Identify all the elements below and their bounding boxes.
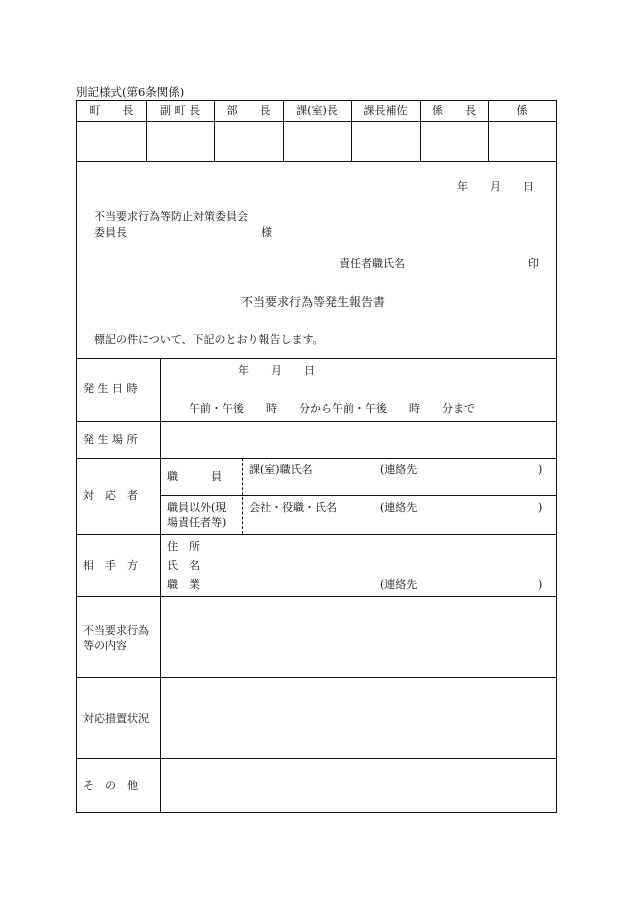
counterpart-address[interactable]: 住 所 xyxy=(167,540,200,553)
approval-stamp-table xyxy=(76,100,557,162)
report-intro: 標記の件について、下記のとおり報告します。 xyxy=(94,333,324,346)
honorific: 様 xyxy=(261,226,272,239)
staff-contact[interactable]: (連絡先 xyxy=(380,463,418,476)
approval-header-section-chief: 課(室)長 xyxy=(296,104,338,117)
row-divider xyxy=(77,358,556,359)
addressee-organization: 不当要求行為等防止対策委員会 xyxy=(94,210,248,223)
row-divider xyxy=(77,534,556,535)
content-label-line2: 等の内容 xyxy=(83,639,127,652)
approval-header-mayor: 町 長 xyxy=(89,104,134,117)
content-label-line1: 不当要求行為 xyxy=(83,624,149,637)
report-form xyxy=(76,162,557,813)
other-field[interactable] xyxy=(161,759,556,812)
row-divider xyxy=(77,458,556,459)
place-label: 発 生 場 所 xyxy=(83,433,138,446)
stamp-box-assistant-chief[interactable] xyxy=(352,122,420,162)
counterpart-label: 相 手 方 xyxy=(83,559,138,572)
stamp-box-unit-chief[interactable] xyxy=(421,122,488,162)
approval-header-staff: 係 xyxy=(516,104,528,117)
approval-header-deputy-mayor: 副 町 長 xyxy=(160,104,200,117)
report-title: 不当要求行為等発生報告書 xyxy=(241,295,386,309)
counterpart-name[interactable]: 氏 名 xyxy=(167,559,200,572)
incident-date[interactable]: 年 月 日 xyxy=(238,364,315,377)
staff-label: 職 員 xyxy=(167,470,222,483)
staff-fields[interactable]: 課(室)職氏名 xyxy=(249,463,313,476)
other-contact[interactable]: (連絡先 xyxy=(380,501,418,514)
counterpart-occupation[interactable]: 職 業 xyxy=(167,578,200,591)
approval-header-assistant-chief: 課長補佐 xyxy=(363,104,408,117)
other-label-line2: 場責任者等) xyxy=(167,516,227,529)
stamp-box-director[interactable] xyxy=(215,122,283,162)
approval-header-director: 部 長 xyxy=(226,104,271,117)
datetime-label: 発 生 日 時 xyxy=(83,382,138,395)
counterpart-contact-close: ) xyxy=(538,578,543,591)
stamp-box-staff[interactable] xyxy=(489,122,556,162)
approval-header-unit-chief: 係 長 xyxy=(432,104,476,117)
stamp-box-mayor[interactable] xyxy=(77,122,146,162)
other-label: そ の 他 xyxy=(83,779,138,792)
addressee-title: 委員長 xyxy=(94,226,127,239)
staff-contact-close: ) xyxy=(538,463,543,476)
stamp-box-section-chief[interactable] xyxy=(284,122,351,162)
stamp-box-deputy-mayor[interactable] xyxy=(147,122,214,162)
form-caption: 別記様式(第6条関係) xyxy=(76,85,185,99)
seal-mark: 印 xyxy=(528,257,539,270)
content-field[interactable] xyxy=(161,597,556,677)
reporter-label: 責任者職氏名 xyxy=(339,257,405,270)
row-divider xyxy=(160,495,556,496)
measures-field[interactable] xyxy=(161,678,556,758)
measures-label: 対応措置状況 xyxy=(83,712,149,725)
other-fields[interactable]: 会社・役職・氏名 xyxy=(249,501,337,514)
other-contact-close: ) xyxy=(538,501,543,514)
dashed-divider xyxy=(242,458,243,534)
counterpart-contact[interactable]: (連絡先 xyxy=(380,578,418,591)
responder-label: 対 応 者 xyxy=(83,489,138,502)
place-field[interactable] xyxy=(161,422,556,458)
other-label-line1: 職員以外(現 xyxy=(167,501,227,514)
incident-time-range[interactable]: 午前・午後 時 分から午前・午後 時 分まで xyxy=(189,402,475,415)
report-date[interactable]: 年 月 日 xyxy=(457,180,534,193)
